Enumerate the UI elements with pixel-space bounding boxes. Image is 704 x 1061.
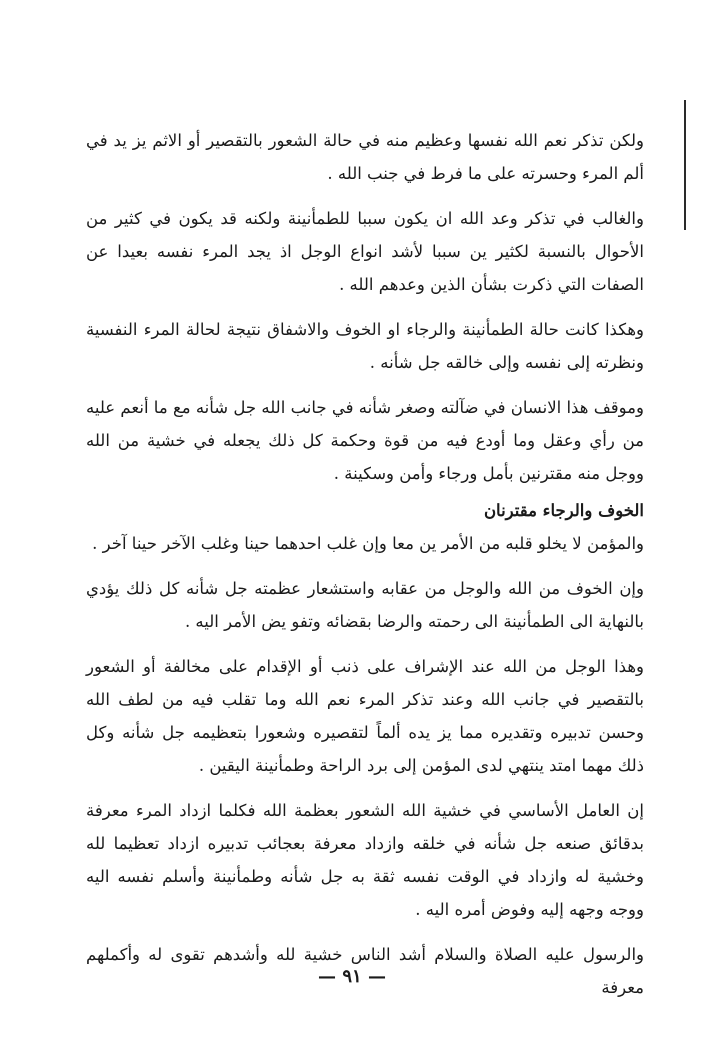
scan-edge-line xyxy=(684,100,686,230)
paragraph-5: والمؤمن لا يخلو قلبه من الأمر ين معا وإن غلب احدهما حينا وغلب الآخر حينا آخر . xyxy=(92,534,644,553)
section-heading: الخوف والرجاء مقترنان xyxy=(483,501,644,520)
paragraph-8: إن العامل الأساسي في خشية الله الشعور بعظمة الله فكلما ازداد المرء معرفة بدقائق صنعه جل شأنه في خلقه وازداد معرفة بعجائب تدبيره ازداد تعظيما لله وخشية له وازداد في الوقت نفسه ثقة به جل شأنه وطمأنينة وأسلم نفسه اليه ووجه وجهه إليه وفوض أمره اليه . xyxy=(86,801,644,919)
paragraph-4: وموقف هذا الانسان في ضآلته وصغر شأنه في جانب الله جل شأنه مع ما أنعم عليه من رأي وعقل وما أودع فيه من قوة وحكمة كل ذلك يجعله في خشية من الله ووجل منه مقترنين بأمل ورجاء وأمن وسكينة . xyxy=(86,398,644,483)
paragraph-1: ولكن تذكر نعم الله نفسها وعظيم منه في حالة الشعور بالتقصير أو الاثم يز يد في ألم المرء وحسرته على ما فرط في جنب الله . xyxy=(86,131,644,183)
paragraph-6: وإن الخوف من الله والوجل من عقابه واستشعار عظمته جل شأنه كل ذلك يؤدي بالنهاية الى الطمأنينة الى رحمته والرضا بقضائه وتفو يض الأمر اليه . xyxy=(86,579,644,631)
paragraph-3: وهكذا كانت حالة الطمأنينة والرجاء او الخوف والاشفاق نتيجة لحالة المرء النفسية ونظرته إلى نفسه وإلى خالقه جل شأنه . xyxy=(86,320,644,372)
page-number: — ٩١ — xyxy=(318,966,386,987)
paragraph-7: وهذا الوجل من الله عند الإشراف على ذنب أو الإقدام على مخالفة أو الشعور بالتقصير في جانب الله وعند تذكر المرء نعم الله وما تقلب فيه من لطف الله وحسن تدبيره وتقديره مما يز يده ألماً لتقصيره وشعورا بتعظيمه جل شأنه وكل ذلك مهما امتد ينتهي لدى المؤمن إلى برد الراحة وطمأنينة اليقين . xyxy=(86,657,644,775)
paragraph-2: والغالب في تذكر وعد الله ان يكون سببا للطمأنينة ولكنه قد يكون في كثير من الأحوال بالنسبة لكثير ين سببا لأشد انواع الوجل اذ يجد المرء نفسه بعيدا عن الصفات التي ذكرت بشأن الذين وعدهم الله . xyxy=(86,209,644,294)
paragraph-9: والرسول عليه الصلاة والسلام أشد الناس خشية لله وأشدهم تقوى له وأكملهم معرفة xyxy=(86,945,644,997)
body-text xyxy=(86,124,644,1016)
